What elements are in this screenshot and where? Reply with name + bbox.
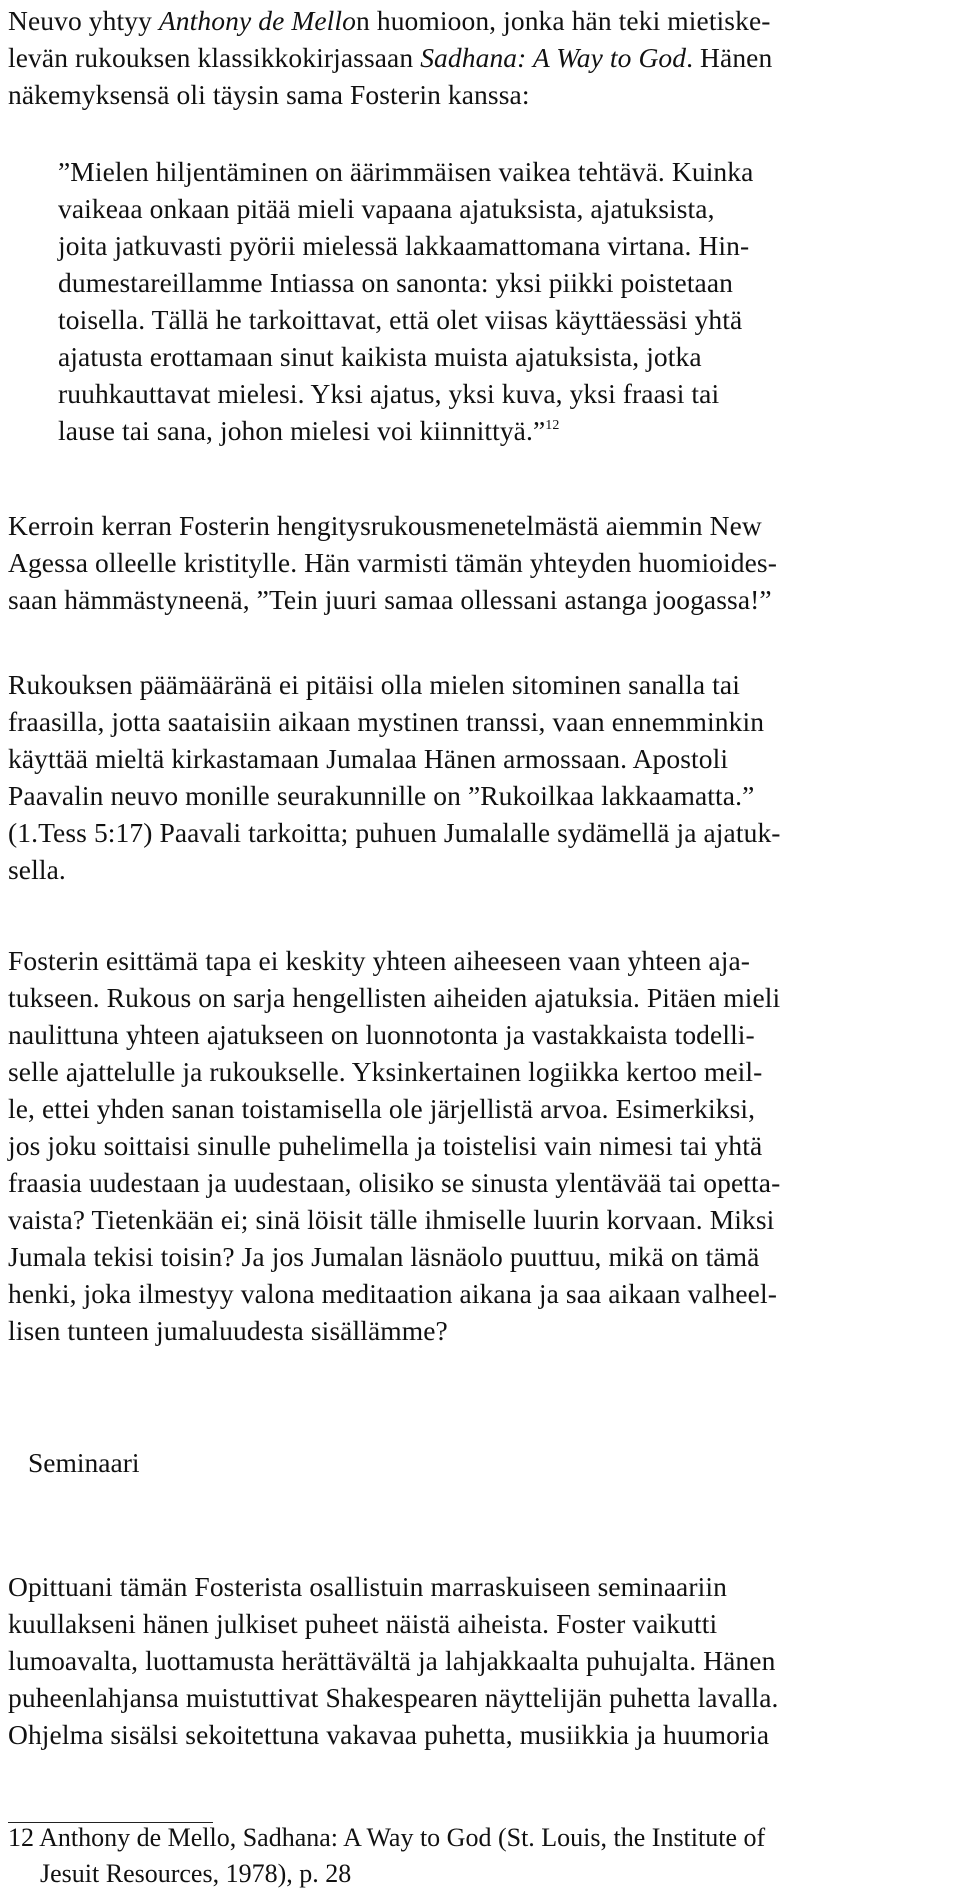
quote-line: dumestareillamme Intiassa on sanonta: yksi piikki poistetaan: [58, 267, 734, 298]
paragraph-line: selle ajattelulle ja rukoukselle. Yksinkertainen logiikka kertoo meil-: [8, 1056, 763, 1087]
paragraph-line: saan hämmästyneenä, ”Tein juuri samaa ollessani astanga joogassa!”: [8, 584, 772, 615]
intro-line-2: levän rukouksen klassikkokirjassaan Sadhana: A Way to God. Hänen: [8, 42, 773, 73]
paragraph-line: Kerroin kerran Fosterin hengitysrukousmenetelmästä aiemmin New: [8, 510, 762, 541]
intro-line-1: Neuvo yhtyy Anthony de Mellon huomioon, jonka hän teki mietiske-: [8, 5, 771, 36]
paragraph-line: lisen tunteen jumaluudesta sisällämme?: [8, 1315, 448, 1346]
quote-line: ”Mielen hiljentäminen on äärimmäisen vaikea tehtävä. Kuinka: [58, 156, 754, 187]
paragraph-line: naulittuna yhteen ajatukseen on luonnotonta ja vastakkaista todelli-: [8, 1019, 755, 1050]
paragraph-rukous: [8, 666, 781, 888]
paragraph-line: puheenlahjansa muistuttivat Shakespearen näyttelijän puhetta lavalla.: [8, 1682, 779, 1713]
quote-line: vaikeaa onkaan pitää mieli vapaana ajatuksista, ajatuksista,: [58, 193, 715, 224]
paragraph-line: käyttää mieltä kirkastamaan Jumalaa Hänen armossaan. Apostoli: [8, 743, 729, 774]
quote-line: ajatusta erottamaan sinut kaikista muista ajatuksista, jotka: [58, 341, 702, 372]
paragraph-line: Paavalin neuvo monille seurakunnille on ”Rukoilkaa lakkaamatta.”: [8, 780, 755, 811]
paragraph-line: jos joku soittaisi sinulle puhelimella ja toistelisi vain nimesi tai yhtä: [8, 1130, 763, 1161]
section-heading-seminaari: Seminaari: [28, 1447, 140, 1478]
quote-line-last: lause tai sana, johon mielesi voi kiinnittyä.”$^{12}$: [58, 415, 560, 446]
paragraph-line: Jumala tekisi toisin? Ja jos Jumalan läsnäolo puuttuu, mikä on tämä: [8, 1241, 760, 1272]
paragraph-line: tukseen. Rukous on sarja hengellisten aiheiden ajatuksia. Pitäen mieli: [8, 982, 781, 1013]
paragraph-line: lumoavalta, luottamusta herättävältä ja lahjakkaalta puhujalta. Hänen: [8, 1645, 776, 1676]
intro-paragraph: [8, 2, 772, 113]
paragraph-line: (1.Tess 5:17) Paavali tarkoitta; puhuen Jumalalle sydämellä ja ajatuk-: [8, 817, 781, 848]
quote-line: joita jatkuvasti pyörii mielessä lakkaamattomana virtana. Hin-: [58, 230, 750, 261]
paragraph-line: Rukouksen päämääränä ei pitäisi olla mielen sitominen sanalla tai: [8, 669, 740, 700]
paragraph-line: fraasia uudestaan ja uudestaan, olisiko se sinusta ylentävää tai opetta-: [8, 1167, 781, 1198]
paragraph-fosterin: [8, 942, 780, 1349]
paragraph-seminaari: [8, 1568, 779, 1753]
author-name: Anthony de Mello: [158, 5, 357, 36]
footnote-reference: 12: [545, 418, 560, 433]
paragraph-line: le, ettei yhden sanan toistamisella ole järjellistä arvoa. Esimerkiksi,: [8, 1093, 756, 1124]
paragraph-line: vaista? Tietenkään ei; sinä löisit tälle ihmiselle luurin korvaan. Miksi: [8, 1204, 775, 1235]
intro-line-3: näkemyksensä oli täysin sama Fosterin kanssa:: [8, 79, 530, 110]
paragraph-line: Agessa olleelle kristitylle. Hän varmisti tämän yhteyden huomioides-: [8, 547, 777, 578]
paragraph-line: kuullakseni hänen julkiset puheet näistä aiheista. Foster vaikutti: [8, 1608, 718, 1639]
paragraph-line: Opittuani tämän Fosterista osallistuin marraskuiseen seminaariin: [8, 1571, 727, 1602]
paragraph-kerroin: [8, 507, 777, 618]
footnote-line-1: 12 Anthony de Mello, Sadhana: A Way to God (St. Louis, the Institute of: [8, 1823, 766, 1852]
book-title: Sadhana: A Way to God: [420, 42, 687, 73]
paragraph-line: Fosterin esittämä tapa ei keskity yhteen aiheeseen vaan yhteen aja-: [8, 945, 751, 976]
footnote-line-2: Jesuit Resources, 1978), p. 28: [40, 1859, 352, 1888]
quote-line: ruuhkauttavat mielesi. Yksi ajatus, yksi kuva, yksi fraasi tai: [58, 378, 720, 409]
paragraph-line: fraasilla, jotta saataisiin aikaan mystinen transsi, vaan ennemminkin: [8, 706, 765, 737]
paragraph-line: sella.: [8, 854, 66, 885]
footnote: [8, 1820, 765, 1892]
quote-line: toisella. Tällä he tarkoittavat, että olet viisas käyttäessäsi yhtä: [58, 304, 743, 335]
paragraph-line: henki, joka ilmestyy valona meditaation aikana ja saa aikaan valheel-: [8, 1278, 777, 1309]
block-quote: [58, 153, 753, 449]
paragraph-line: Ohjelma sisälsi sekoitettuna vakavaa puhetta, musiikkia ja huumoria: [8, 1719, 770, 1750]
